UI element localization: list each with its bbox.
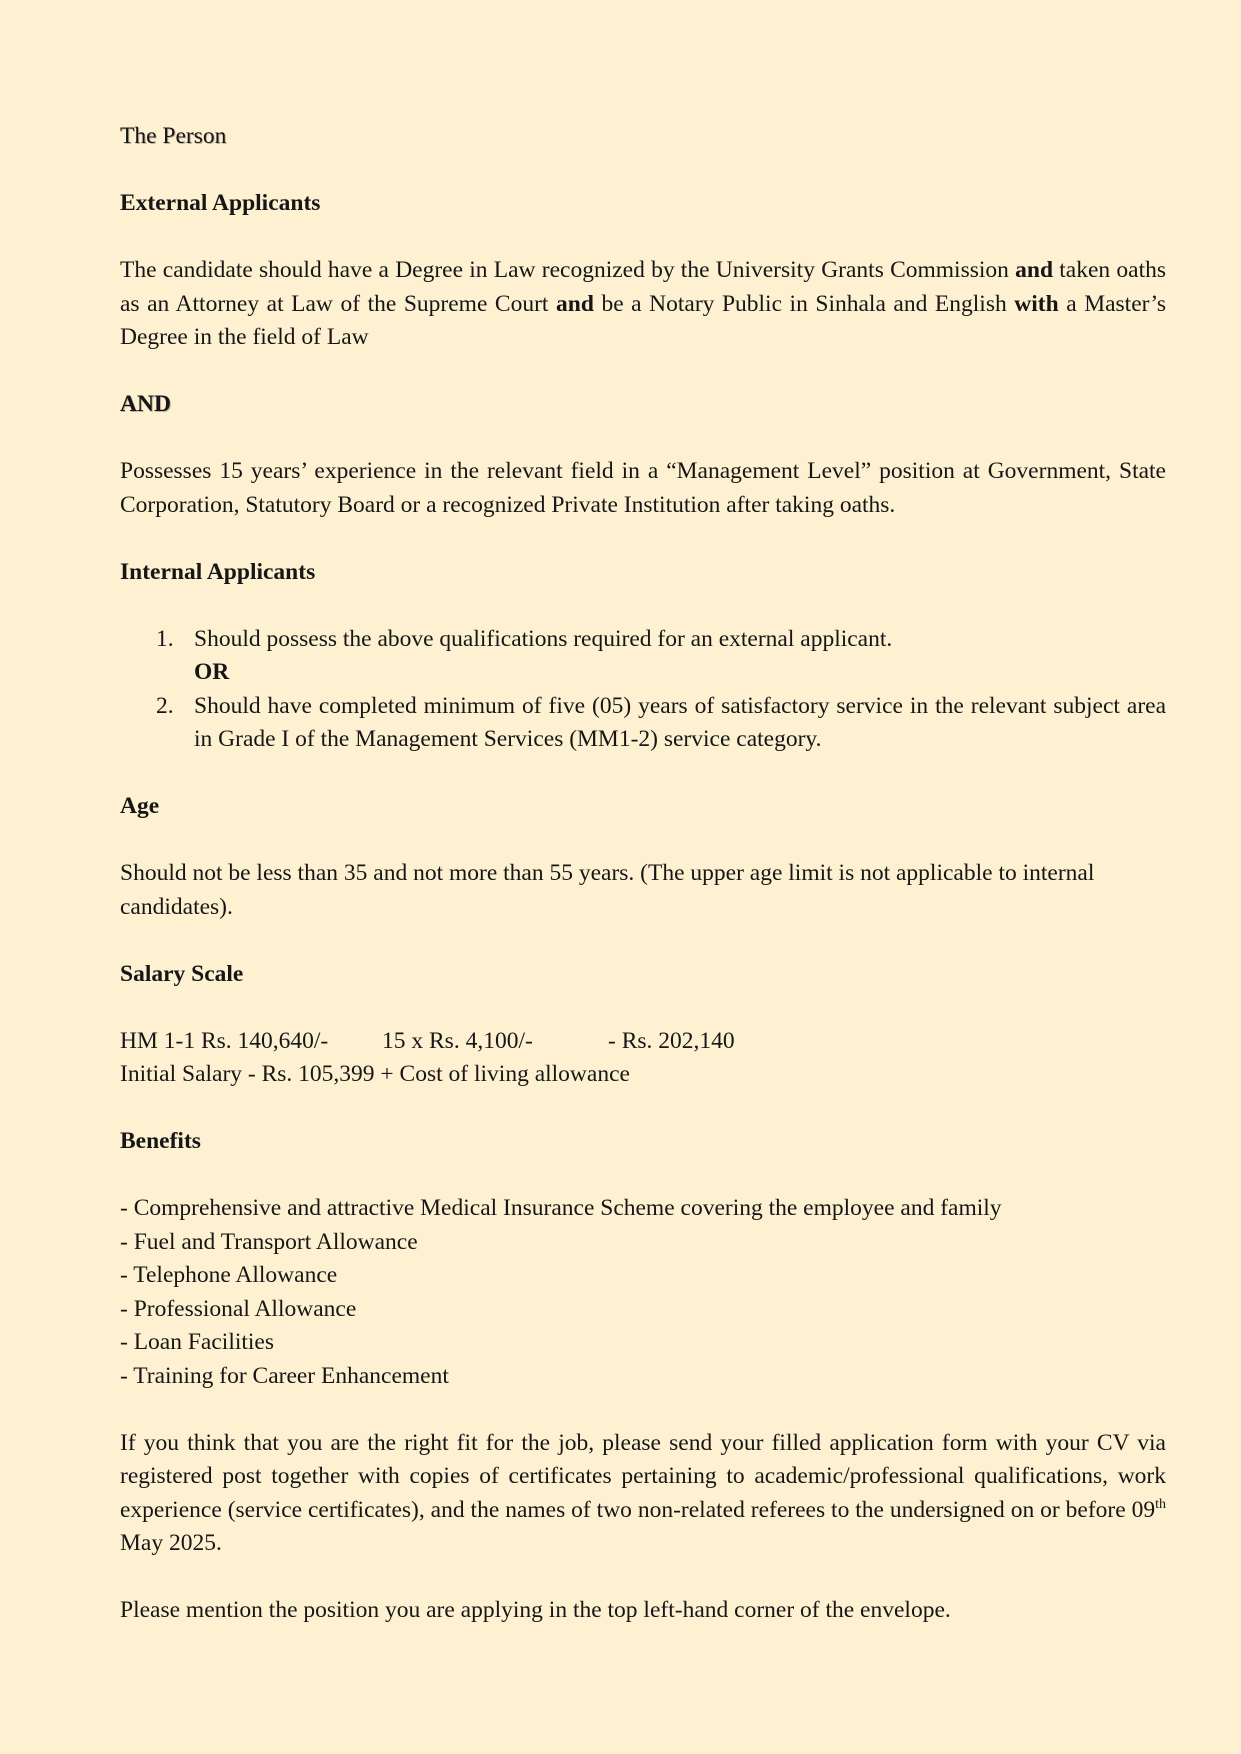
benefit-item: - Loan Facilities [120, 1329, 275, 1355]
application-text: If you think that you are the right fit for the job, please send your filled application form with your CV via registered post together with copies of certificates pertaining to academic/professional qualifications, work experience (service certificates), and the names of two non-related referees to the undersigned on or before 09 [120, 1429, 1166, 1523]
experience-paragraph: Possesses 15 years’ experience in the relevant field in a “Management Level” position at Government, State Corporation, Statutory Board or a recognized Private Institution after taking oaths. [120, 458, 1166, 518]
list-number: 1. [156, 625, 174, 652]
benefits-heading: Benefits [120, 1128, 201, 1154]
envelope-note: Please mention the position you are applying in the top left-hand corner of the envelope. [120, 1597, 951, 1623]
or-label: OR [194, 659, 230, 685]
para-text: be a Notary Public in Sinhala and English [593, 290, 1015, 317]
list-number: 2. [156, 692, 174, 719]
date-superscript: th [1155, 1496, 1166, 1512]
external-qualification-paragraph [120, 254, 1166, 355]
internal-requirements-list-continued [120, 690, 1166, 757]
salary-start: HM 1-1 Rs. 140,640/- [120, 1027, 329, 1054]
para-bold-and: and [556, 290, 594, 317]
para-text: The candidate should have a Degree in Law recognized by the University Grants Commission [120, 257, 1016, 283]
and-label: AND [120, 391, 171, 417]
salary-max: - Rs. 202,140 [608, 1027, 735, 1054]
benefits-list [120, 1192, 1166, 1393]
salary-increment: 15 x Rs. 4,100/- [382, 1027, 533, 1054]
document-page [120, 120, 1166, 1628]
age-heading: Age [120, 793, 160, 819]
para-text: taken oaths as an Attorney at Law of the Supreme Court [120, 257, 1166, 317]
initial-salary: Initial Salary - Rs. 105,399 + Cost of living allowance [120, 1061, 630, 1087]
list-item-text: Should have completed minimum of five (05) years of satisfactory service in the relevant subject area in Grade I of the Management Services (MM1-2) service category. [194, 692, 1166, 752]
age-text: Should not be less than 35 and not more than 55 years. (The upper age limit is not applicable to internal candidates). [120, 860, 1095, 920]
benefit-item: - Training for Career Enhancement [120, 1362, 449, 1389]
benefit-item: - Telephone Allowance [120, 1262, 338, 1288]
list-item-text: Should possess the above qualifications required for an external applicant. [194, 625, 893, 652]
application-deadline: May 2025. [120, 1530, 222, 1556]
para-bold-with: with [1014, 290, 1059, 317]
list-item [120, 690, 1166, 757]
application-instructions [120, 1427, 1166, 1561]
benefit-item: - Comprehensive and attractive Medical Insurance Scheme covering the employee and family [120, 1195, 1002, 1221]
benefit-item: - Fuel and Transport Allowance [120, 1228, 418, 1255]
salary-scale-row [120, 1025, 1166, 1059]
para-text: a Master’s Degree in the field of Law [120, 290, 1167, 350]
benefit-item: - Professional Allowance [120, 1295, 357, 1322]
internal-requirements-list [120, 623, 1166, 657]
salary-scale-heading: Salary Scale [120, 960, 244, 987]
section-title: The Person [120, 123, 227, 149]
para-bold-and: and [1015, 257, 1054, 283]
external-applicants-heading: External Applicants [120, 190, 321, 216]
internal-applicants-heading: Internal Applicants [120, 558, 316, 585]
list-item [120, 623, 1166, 657]
